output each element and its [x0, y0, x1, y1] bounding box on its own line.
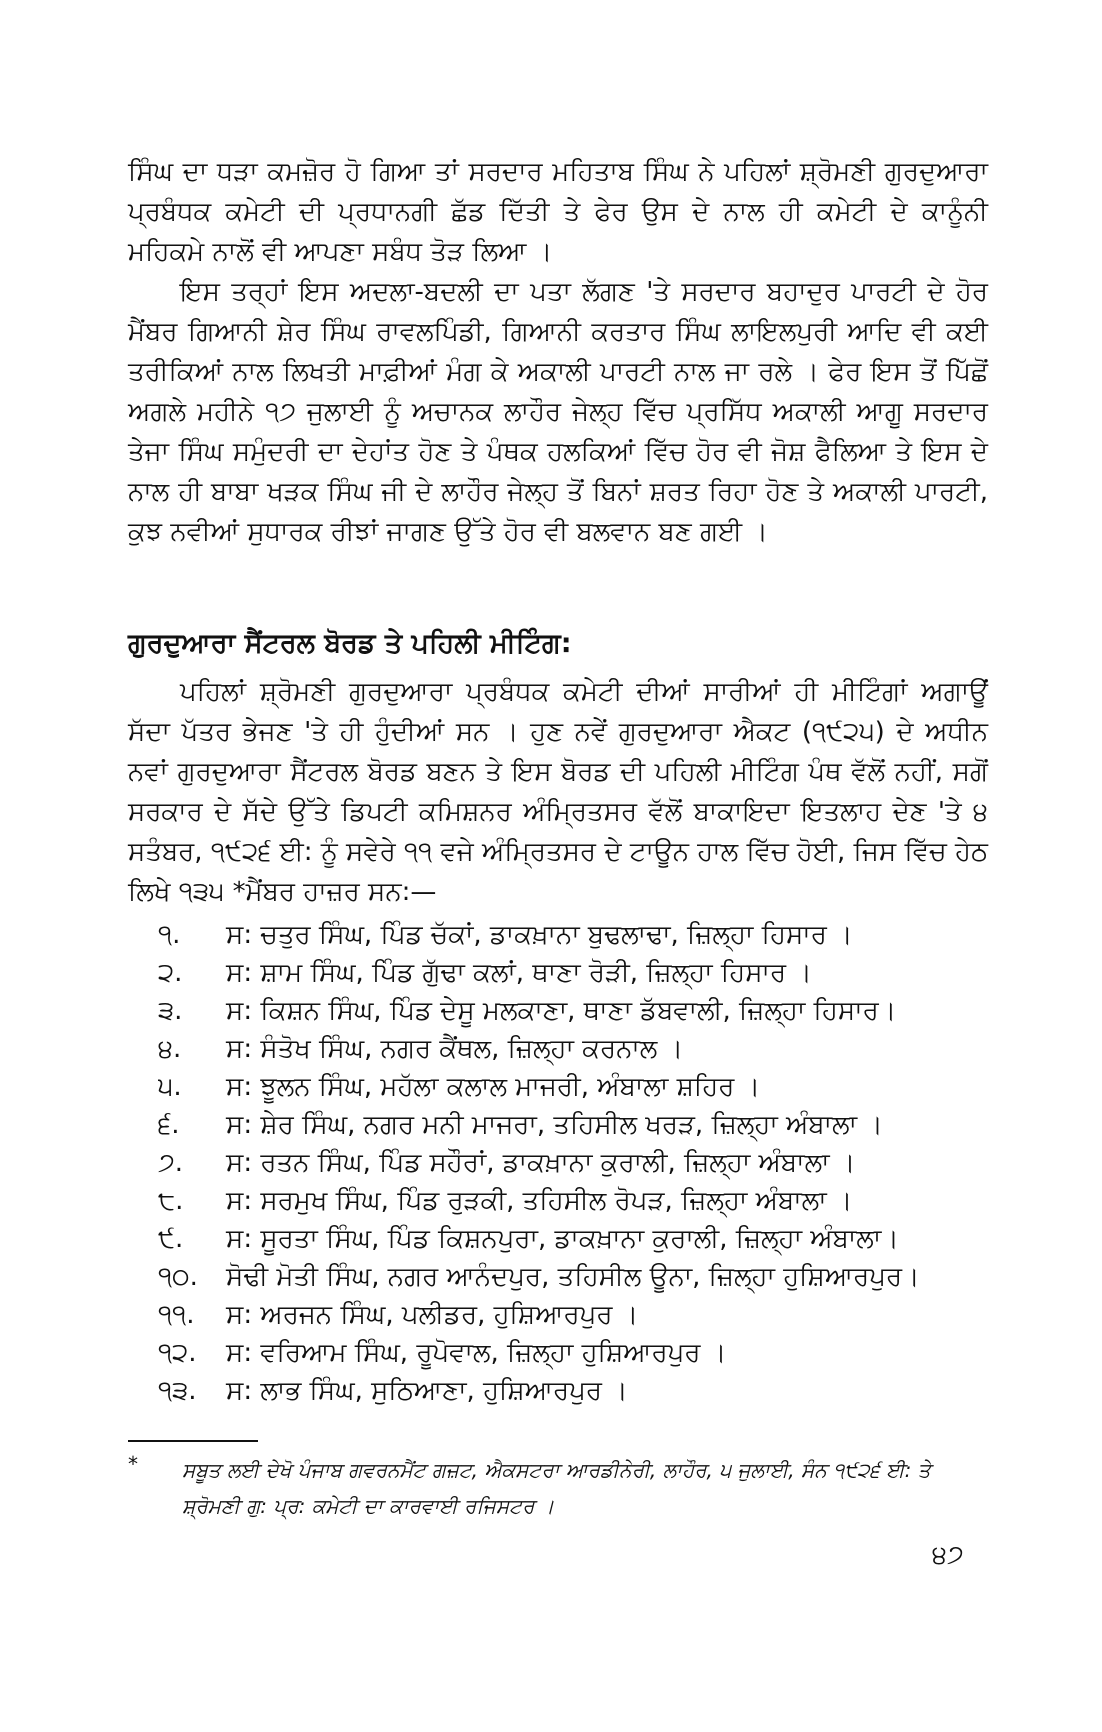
item-text: ਸ: ਸਰਮੁਖ ਸਿੰਘ, ਪਿੰਡ ਰੁੜਕੀ, ਤਹਿਸੀਲ ਰੋਪੜ, ਜ਼ਿਲ੍ਹਾ ਅੰਬਾਲਾ । — [226, 1186, 853, 1216]
item-text: ਸ: ਅਰਜਨ ਸਿੰਘ, ਪਲੀਡਰ, ਹੁਸ਼ਿਆਰਪੁਰ । — [226, 1300, 639, 1330]
item-number: ੯. — [158, 1224, 184, 1254]
item-text: ਸ: ਸੰਤੋਖ ਸਿੰਘ, ਨਗਰ ਕੈਂਥਲ, ਜ਼ਿਲ੍ਹਾ ਕਰਨਾਲ । — [226, 1034, 684, 1064]
footnote-marker: * — [128, 1452, 138, 1476]
item-text: ਸ: ਝੂਲਨ ਸਿੰਘ, ਮਹੱਲਾ ਕਲਾਲ ਮਾਜਰੀ, ਅੰਬਾਲਾ ਸ਼ਹਿਰ । — [226, 1072, 761, 1102]
item-number: ੬. — [158, 1110, 180, 1140]
item-number: ੧੧. — [158, 1300, 195, 1330]
item-text: ਸ: ਚਤੁਰ ਸਿੰਘ, ਪਿੰਡ ਚੱਕਾਂ, ਡਾਕਖ਼ਾਨਾ ਬੁਢਲਾਢਾ, ਜ਼ਿਲ੍ਹਾ ਹਿਸਾਰ । — [226, 920, 853, 950]
item-text: ਸ: ਰਤਨ ਸਿੰਘ, ਪਿੰਡ ਸਹੌਰਾਂ, ਡਾਕਖ਼ਾਨਾ ਕੁਰਾਲੀ, ਜ਼ਿਲ੍ਹਾ ਅੰਬਾਲਾ । — [226, 1148, 856, 1178]
item-number: ੧੦. — [158, 1262, 198, 1292]
paragraph-3: ਪਹਿਲਾਂ ਸ਼੍ਰੋਮਣੀ ਗੁਰਦੁਆਰਾ ਪ੍ਰਬੰਧਕ ਕਮੇਟੀ ਦੀਆਂ ਸਾਰੀਆਂ ਹੀ ਮੀਟਿੰਗਾਂ ਅਗਾਊਂ ਸੱਦਾ ਪੱਤਰ ਭੇਜਣ 'ਤੇ ਹੀ ਹੁੰਦੀਆਂ ਸਨ । ਹੁਣ ਨਵੇਂ ਗੁਰਦੁਆਰਾ ਐਕਟ (੧੯੨੫) ਦੇ ਅਧੀਨ ਨਵਾਂ ਗੁਰਦੁਆਰਾ ਸੈਂਟਰਲ ਬੋਰਡ ਬਣਨ ਤੇ ਇਸ ਬੋਰਡ ਦੀ ਪਹਿਲੀ ਮੀਟਿੰਗ ਪੰਥ ਵੱਲੋਂ ਨਹੀਂ, ਸਗੋਂ ਸਰਕਾਰ ਦੇ ਸੱਦੇ ਉੱਤੇ ਡਿਪਟੀ ਕਮਿਸ਼ਨਰ ਅੰਮ੍ਰਿਤਸਰ ਵੱਲੋਂ ਬਾਕਾਇਦਾ ਇਤਲਾਹ ਦੇਣ 'ਤੇ ੪ ਸਤੰਬਰ, ੧੯੨੬ ਈ: ਨੂੰ ਸਵੇਰੇ ੧੧ ਵਜੇ ਅੰਮ੍ਰਿਤਸਰ ਦੇ ਟਾਊਨ ਹਾਲ ਵਿੱਚ ਹੋਈ, ਜਿਸ ਵਿੱਚ ਹੇਠ ਲਿਖੇ ੧੩੫ *ਮੈਂਬਰ ਹਾਜ਼ਰ ਸਨ:— — [128, 677, 988, 907]
item-text: ਸੋਢੀ ਮੋਤੀ ਸਿੰਘ, ਨਗਰ ਆਨੰਦਪੁਰ, ਤਹਿਸੀਲ ਊਨਾ, ਜ਼ਿਲ੍ਹਾ ਹੁਸ਼ਿਆਰਪੁਰ। — [226, 1262, 920, 1292]
item-number: ੧੨. — [158, 1338, 197, 1368]
item-text: ਸ: ਸ਼ਾਮ ਸਿੰਘ, ਪਿੰਡ ਗੁੱਢਾ ਕਲਾਂ, ਥਾਣਾ ਰੋੜੀ, ਜ਼ਿਲ੍ਹਾ ਹਿਸਾਰ । — [226, 958, 812, 988]
footnote-text: ਸਬੂਤ ਲਈ ਦੇਖੋ ਪੰਜਾਬ ਗਵਰਨਮੈਂਟ ਗਜ਼ਟ, ਐਕਸਟਰਾ ਆਰਡੀਨੇਰੀ, ਲਾਹੌਰ, ੫ ਜੁਲਾਈ, ਸੰਨ ੧੯੨੬ ਈ: ਤੇ ਸ਼੍ਰੋਮਣੀ ਗੁ: ਪ੍ਰ: ਕਮੇਟੀ ਦਾ ਕਾਰਵਾਈ ਰਜਿਸਟਰ । — [182, 1458, 931, 1518]
section-heading: ਗੁਰਦੁਆਰਾ ਸੈਂਟਰਲ ਬੋਰਡ ਤੇ ਪਹਿਲੀ ਮੀਟਿੰਗ: — [128, 628, 572, 659]
item-text: ਸ: ਲਾਭ ਸਿੰਘ, ਸੁਠਿਆਣਾ, ਹੁਸ਼ਿਆਰਪੁਰ । — [226, 1376, 628, 1406]
paragraph-1: ਸਿੰਘ ਦਾ ਧੜਾ ਕਮਜ਼ੋਰ ਹੋ ਗਿਆ ਤਾਂ ਸਰਦਾਰ ਮਹਿਤਾਬ ਸਿੰਘ ਨੇ ਪਹਿਲਾਂ ਸ਼੍ਰੋਮਣੀ ਗੁਰਦੁਆਰਾ ਪ੍ਰਬੰਧਕ ਕਮੇਟੀ ਦੀ ਪ੍ਰਧਾਨਗੀ ਛੱਡ ਦਿੱਤੀ ਤੇ ਫੇਰ ਉਸ ਦੇ ਨਾਲ ਹੀ ਕਮੇਟੀ ਦੇ ਕਾਨੂੰਨੀ ਮਹਿਕਮੇ ਨਾਲੋਂ ਵੀ ਆਪਣਾ ਸਬੰਧ ਤੋੜ ਲਿਆ । — [128, 157, 988, 267]
item-number: ੮. — [158, 1186, 184, 1216]
item-number: ੩. — [158, 996, 183, 1026]
item-text: ਸ: ਸ਼ੇਰ ਸਿੰਘ, ਨਗਰ ਮਨੀ ਮਾਜਰਾ, ਤਹਿਸੀਲ ਖਰੜ, ਜ਼ਿਲ੍ਹਾ ਅੰਬਾਲਾ । — [226, 1110, 883, 1140]
paragraph-2: ਇਸ ਤਰ੍ਹਾਂ ਇਸ ਅਦਲਾ-ਬਦਲੀ ਦਾ ਪਤਾ ਲੱਗਣ 'ਤੇ ਸਰਦਾਰ ਬਹਾਦੁਰ ਪਾਰਟੀ ਦੇ ਹੋਰ ਮੈਂਬਰ ਗਿਆਨੀ ਸ਼ੇਰ ਸਿੰਘ ਰਾਵਲਪਿੰਡੀ, ਗਿਆਨੀ ਕਰਤਾਰ ਸਿੰਘ ਲਾਇਲਪੁਰੀ ਆਦਿ ਵੀ ਕਈ ਤਰੀਕਿਆਂ ਨਾਲ ਲਿਖਤੀ ਮਾਫ਼ੀਆਂ ਮੰਗ ਕੇ ਅਕਾਲੀ ਪਾਰਟੀ ਨਾਲ ਜਾ ਰਲੇ । ਫੇਰ ਇਸ ਤੋਂ ਪਿੱਛੋਂ ਅਗਲੇ ਮਹੀਨੇ ੧੭ ਜੁਲਾਈ ਨੂੰ ਅਚਾਨਕ ਲਾਹੌਰ ਜੇਲ੍ਹ ਵਿੱਚ ਪ੍ਰਸਿੱਧ ਅਕਾਲੀ ਆਗੂ ਸਰਦਾਰ ਤੇਜਾ ਸਿੰਘ ਸਮੁੰਦਰੀ ਦਾ ਦੇਹਾਂਤ ਹੋਣ ਤੇ ਪੰਥਕ ਹਲਕਿਆਂ ਵਿੱਚ ਹੋਰ ਵੀ ਜੋਸ਼ ਫੈਲਿਆ ਤੇ ਇਸ ਦੇ ਨਾਲ ਹੀ ਬਾਬਾ ਖੜਕ ਸਿੰਘ ਜੀ ਦੇ ਲਾਹੌਰ ਜੇਲ੍ਹ ਤੋਂ ਬਿਨਾਂ ਸ਼ਰਤ ਰਿਹਾ ਹੋਣ ਤੇ ਅਕਾਲੀ ਪਾਰਟੀ, ਕੁਝ ਨਵੀਆਂ ਸੁਧਾਰਕ ਰੀਝਾਂ ਜਾਗਣ ਉੱਤੇ ਹੋਰ ਵੀ ਬਲਵਾਨ ਬਣ ਗਈ । — [128, 277, 988, 547]
item-number: ੫. — [158, 1072, 182, 1102]
footnote-divider — [128, 1440, 258, 1442]
page-number: ੪੭ — [932, 1540, 964, 1570]
item-number: ੧੩. — [158, 1376, 197, 1406]
item-text: ਸ: ਕਿਸ਼ਨ ਸਿੰਘ, ਪਿੰਡ ਦੇਸੂ ਮਲਕਾਣਾ, ਥਾਣਾ ਡੱਬਵਾਲੀ, ਜ਼ਿਲ੍ਹਾ ਹਿਸਾਰ। — [226, 996, 897, 1026]
item-text: ਸ: ਸੂਰਤਾ ਸਿੰਘ, ਪਿੰਡ ਕਿਸ਼ਨਪੁਰਾ, ਡਾਕਖ਼ਾਨਾ ਕੁਰਾਲੀ, ਜ਼ਿਲ੍ਹਾ ਅੰਬਾਲਾ। — [226, 1224, 899, 1254]
item-number: ੧. — [158, 920, 181, 950]
item-text: ਸ: ਵਰਿਆਮ ਸਿੰਘ, ਰੂਪੋਵਾਲ, ਜ਼ਿਲ੍ਹਾ ਹੁਸ਼ਿਆਰਪੁਰ । — [226, 1338, 727, 1368]
item-number: ੪. — [158, 1034, 182, 1064]
item-number: ੭. — [158, 1148, 184, 1178]
item-number: ੨. — [158, 958, 183, 988]
